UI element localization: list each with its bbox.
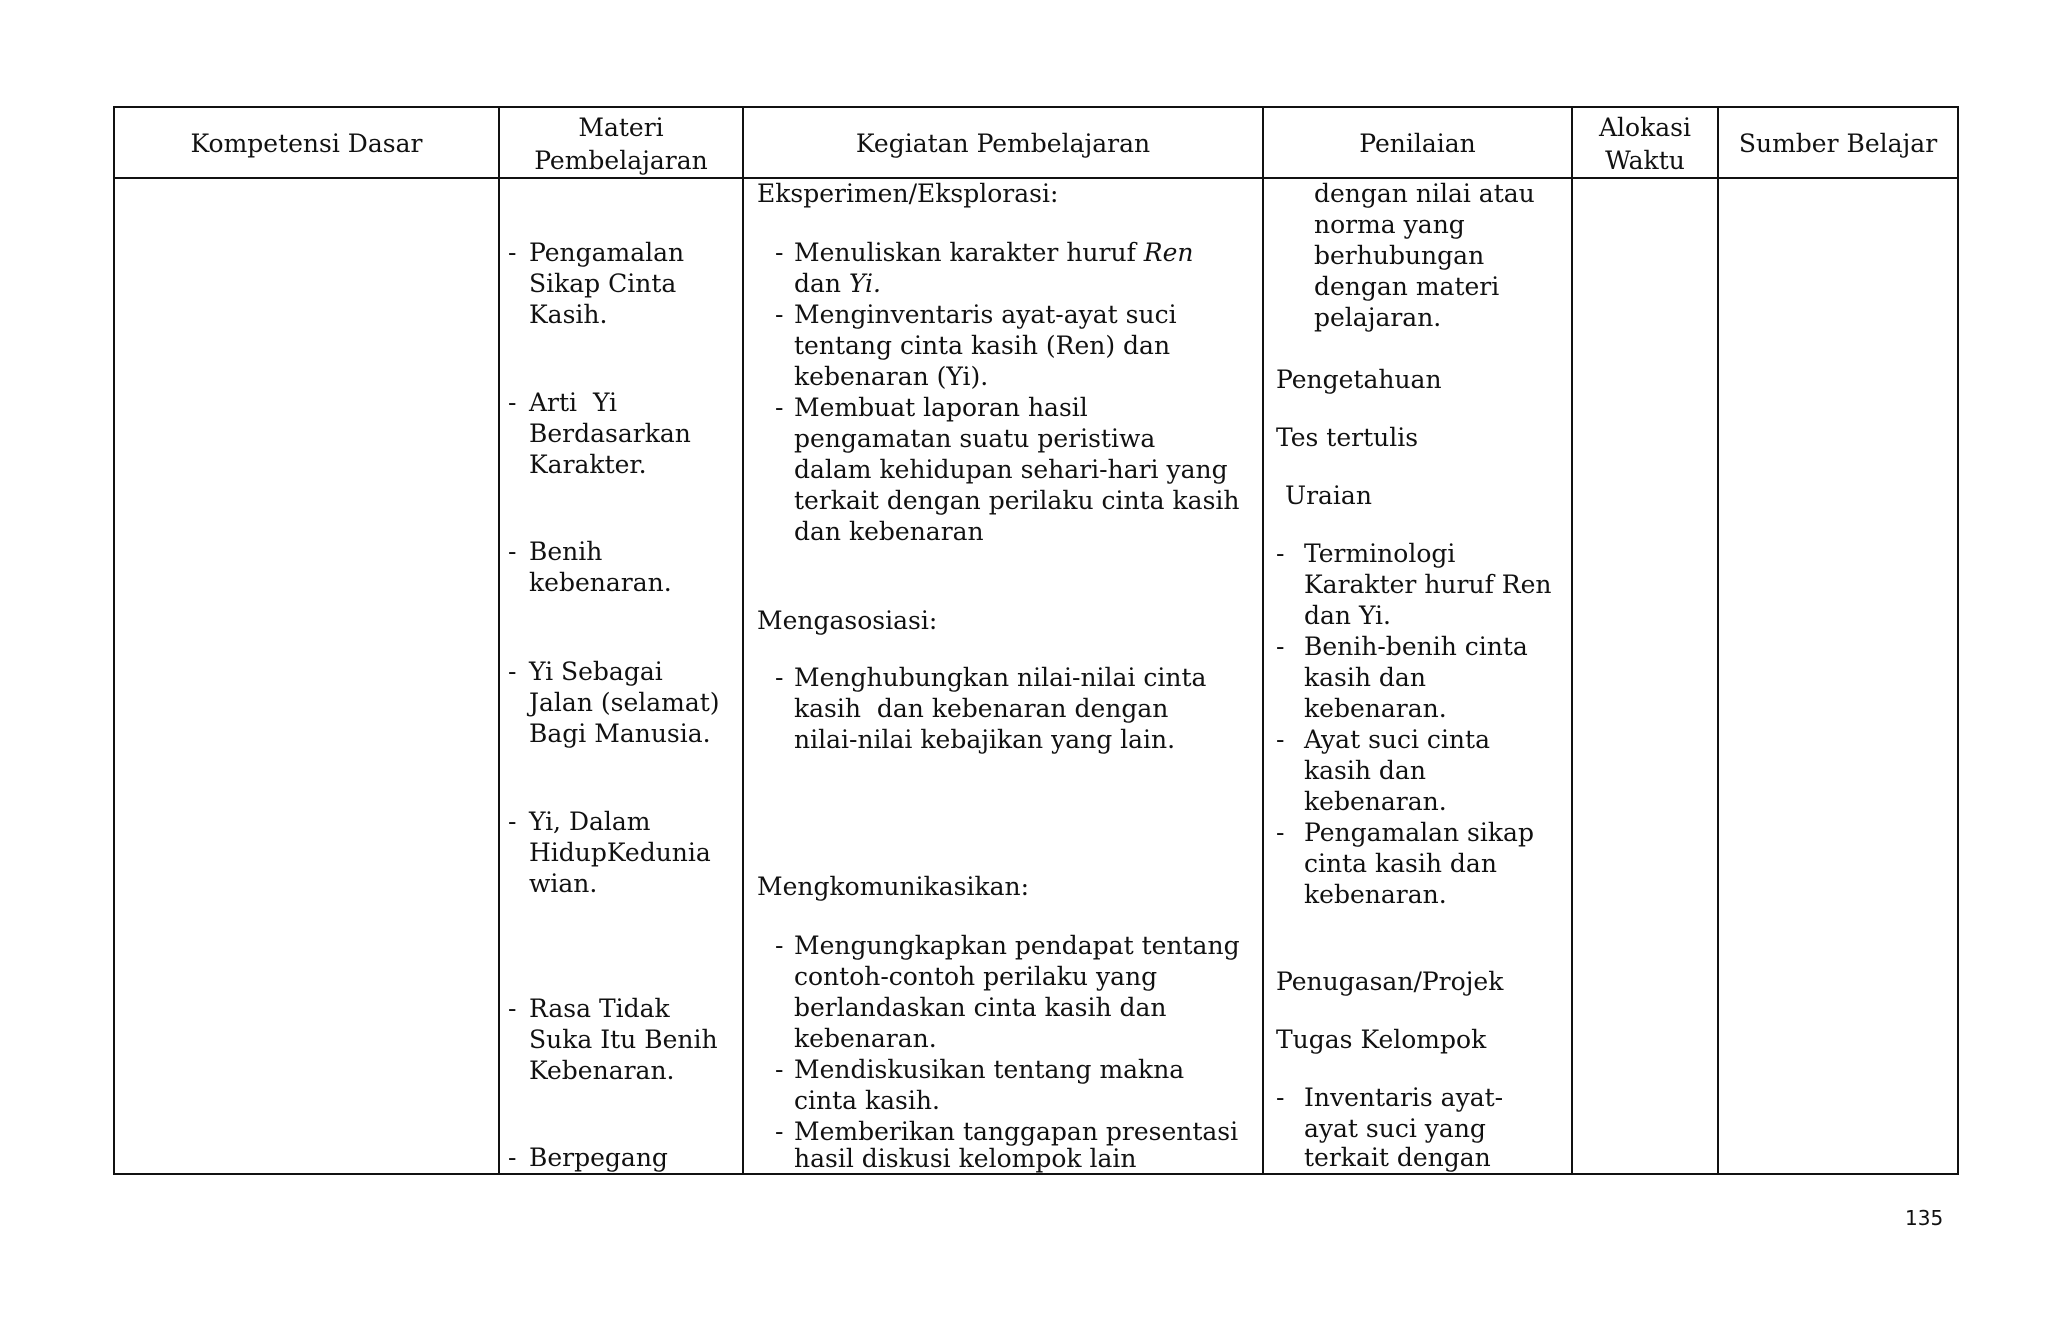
assessment-line: dengan materi	[1314, 272, 1500, 301]
activity-line: Menuliskan karakter huruf Ren	[794, 238, 1194, 267]
column-divider	[1717, 106, 1719, 1175]
activity-line: pengamatan suatu peristiwa	[794, 424, 1156, 453]
materi-line: Berdasarkan	[529, 419, 691, 448]
materi-line: Sikap Cinta	[529, 269, 677, 298]
header-kegiatan-pembelajaran	[744, 108, 1262, 179]
activity-line: kebenaran (Yi).	[794, 362, 989, 391]
activity-line: Mengungkapkan pendapat tentang	[794, 931, 1240, 960]
dash: -	[1276, 725, 1285, 754]
dash: -	[508, 807, 517, 836]
header-penilaian	[1264, 108, 1571, 179]
assessment-line: Inventaris ayat-	[1304, 1083, 1504, 1112]
column-divider	[742, 106, 744, 1175]
dash: -	[1276, 539, 1285, 568]
assessment-line: ayat suci yang	[1304, 1114, 1486, 1143]
column-divider	[498, 106, 500, 1175]
dash: -	[508, 537, 517, 566]
section-heading: Mengasosiasi:	[757, 606, 938, 635]
dash: -	[1276, 818, 1285, 847]
assessment-line: cinta kasih dan	[1304, 849, 1497, 878]
materi-line: Pengamalan	[529, 238, 685, 267]
materi-line: Kebenaran.	[529, 1056, 675, 1085]
header-label: Pembelajaran	[534, 145, 708, 175]
dash: -	[775, 931, 784, 960]
materi-line: Bagi Manusia.	[529, 719, 711, 748]
dash: -	[775, 1117, 784, 1146]
materi-line: wian.	[529, 869, 598, 898]
page-number: 135	[1905, 1206, 1944, 1230]
header-label: Alokasi	[1599, 112, 1691, 142]
header-sumber-belajar	[1719, 108, 1957, 179]
dash: -	[775, 1055, 784, 1084]
assessment-line: Ayat suci cinta	[1304, 725, 1490, 754]
header-kompetensi-dasar	[115, 108, 498, 179]
activity-line: kasih dan kebenaran dengan	[794, 694, 1169, 723]
materi-line: Kasih.	[529, 300, 608, 329]
materi-line: Karakter.	[529, 450, 647, 479]
dash: -	[508, 1143, 517, 1172]
materi-line: Benih	[529, 537, 603, 566]
materi-line: Rasa Tidak	[529, 994, 670, 1023]
dash: -	[775, 663, 784, 692]
assessment-line: Terminologi	[1304, 539, 1456, 568]
activity-line: Memberikan tanggapan presentasi	[794, 1117, 1239, 1146]
dash: -	[508, 994, 517, 1023]
header-label: Materi	[578, 112, 664, 142]
header-label: Penilaian	[1359, 129, 1476, 158]
assessment-line: Benih-benih cinta	[1304, 632, 1528, 661]
assessment-heading: Uraian	[1285, 481, 1372, 510]
dash: -	[508, 657, 517, 686]
activity-line: Menghubungkan nilai-nilai cinta	[794, 663, 1207, 692]
assessment-line: berhubungan	[1314, 241, 1485, 270]
assessment-heading: Tugas Kelompok	[1276, 1025, 1487, 1054]
dash: -	[775, 393, 784, 422]
dash: -	[1276, 632, 1285, 661]
materi-line: Yi Sebagai	[529, 657, 663, 686]
header-label: Waktu	[1605, 145, 1685, 175]
dash: -	[775, 238, 784, 267]
header-alokasi-waktu	[1573, 108, 1717, 179]
dash: -	[775, 300, 784, 329]
dash: -	[508, 238, 517, 267]
assessment-heading: Penugasan/Projek	[1276, 967, 1504, 996]
section-heading: Eksperimen/Eksplorasi:	[757, 179, 1059, 208]
header-label: Sumber Belajar	[1738, 129, 1938, 158]
materi-line: Arti Yi	[529, 388, 618, 417]
column-divider	[1571, 106, 1573, 1175]
dash: -	[1276, 1083, 1285, 1112]
activity-line: dan kebenaran	[794, 517, 984, 546]
header-label: Kegiatan Pembelajaran	[855, 129, 1151, 158]
activity-line: Mendiskusikan tentang makna	[794, 1055, 1185, 1084]
assessment-heading: Pengetahuan	[1276, 365, 1442, 394]
activity-line: berlandaskan cinta kasih dan	[794, 993, 1167, 1022]
materi-line: Berpegang	[529, 1143, 668, 1172]
assessment-line: kasih dan	[1304, 663, 1426, 692]
assessment-line: kebenaran.	[1304, 787, 1447, 816]
activity-line: contoh-contoh perilaku yang	[794, 962, 1158, 991]
activity-line: Menginventaris ayat-ayat suci	[794, 300, 1177, 329]
assessment-line: kebenaran.	[1304, 694, 1447, 723]
materi-line: Jalan (selamat)	[529, 688, 720, 717]
assessment-line: dan Yi.	[1304, 601, 1391, 630]
assessment-heading: Tes tertulis	[1276, 423, 1419, 452]
activity-line: terkait dengan perilaku cinta kasih	[794, 486, 1240, 515]
materi-line: Suka Itu Benih	[529, 1025, 718, 1054]
assessment-line: Pengamalan sikap	[1304, 818, 1534, 847]
materi-line: HidupKedunia	[529, 838, 711, 867]
section-heading: Mengkomunikasikan:	[757, 872, 1030, 901]
assessment-line: terkait dengan	[1304, 1143, 1491, 1172]
dash: -	[508, 388, 517, 417]
activity-line: kebenaran.	[794, 1024, 937, 1053]
activity-line: dan Yi.	[794, 269, 881, 298]
assessment-line: Karakter huruf Ren	[1304, 570, 1552, 599]
materi-line: Yi, Dalam	[529, 807, 651, 836]
activity-line: hasil diskusi kelompok lain	[794, 1144, 1137, 1173]
header-label: Kompetensi Dasar	[190, 129, 423, 158]
activity-line: Membuat laporan hasil	[794, 393, 1088, 422]
header-materi-pembelajaran	[500, 108, 742, 179]
column-divider	[1262, 106, 1264, 1175]
assessment-line: dengan nilai atau	[1314, 179, 1535, 208]
assessment-line: kebenaran.	[1304, 880, 1447, 909]
activity-line: cinta kasih.	[794, 1086, 940, 1115]
assessment-line: pelajaran.	[1314, 303, 1442, 332]
assessment-line: norma yang	[1314, 210, 1465, 239]
activity-line: dalam kehidupan sehari-hari yang	[794, 455, 1228, 484]
activity-line: tentang cinta kasih (Ren) dan	[794, 331, 1171, 360]
assessment-line: kasih dan	[1304, 756, 1426, 785]
materi-line: kebenaran.	[529, 568, 672, 597]
activity-line: nilai-nilai kebajikan yang lain.	[794, 725, 1176, 754]
